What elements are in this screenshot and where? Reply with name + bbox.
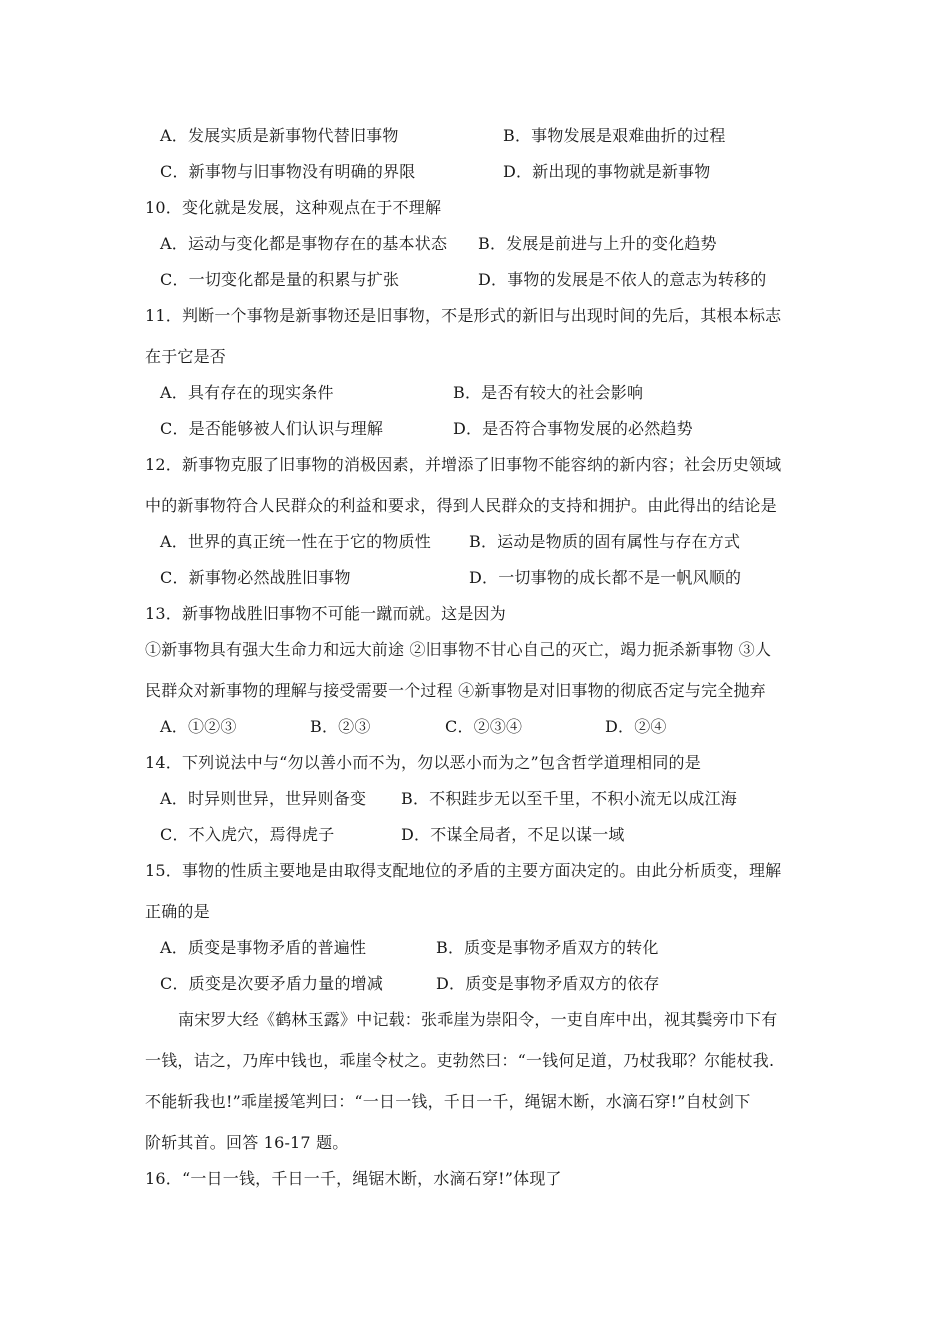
q10-option-b: B．发展是前进与上升的变化趋势 xyxy=(478,234,717,253)
passage-line4: 阶斩其首。回答 16-17 题。 xyxy=(145,1133,349,1152)
q15-stem-line2: 正确的是 xyxy=(145,902,210,921)
q12-option-a: A．世界的真正统一性在于它的物质性 xyxy=(160,532,431,551)
q15-option-b: B．质变是事物矛盾双方的转化 xyxy=(436,938,659,957)
q11-stem-line1: 11．判断一个事物是新事物还是旧事物，不是形式的新旧与出现时间的先后，其根本标志 xyxy=(145,306,782,325)
q10-option-a: A．运动与变化都是事物存在的基本状态 xyxy=(160,234,448,253)
q12-option-d: D．一切事物的成长都不是一帆风顺的 xyxy=(469,568,742,587)
q9-option-a: A．发展实质是新事物代替旧事物 xyxy=(160,126,399,145)
q14-option-a: A．时异则世异，世异则备变 xyxy=(160,789,367,808)
q12-stem-line1: 12．新事物克服了旧事物的消极因素，并增添了旧事物不能容纳的新内容；社会历史领域 xyxy=(145,455,782,474)
q13-stem: 13．新事物战胜旧事物不可能一蹴而就。这是因为 xyxy=(145,604,506,623)
q11-option-d: D．是否符合事物发展的必然趋势 xyxy=(453,419,693,438)
q14-stem: 14．下列说法中与“勿以善小而不为，勿以恶小而为之”包含哲学道理相同的是 xyxy=(145,753,701,772)
q13-items-line2: 民群众对新事物的理解与接受需要一个过程 ④新事物是对旧事物的彻底否定与完全抛弃 xyxy=(145,681,766,700)
q13-option-c: C．②③④ xyxy=(445,717,523,736)
passage-line2: 一钱，诘之，乃库中钱也，乖崖令杖之。吏勃然曰：“一钱何足道，乃杖我耶？尔能杖我. xyxy=(145,1051,775,1070)
q13-items-line1: ①新事物具有强大生命力和远大前途 ②旧事物不甘心自己的灭亡，竭力扼杀新事物 ③人 xyxy=(145,640,772,659)
q12-option-b: B．运动是物质的固有属性与存在方式 xyxy=(469,532,741,551)
passage-line3: 不能斩我也!”乖崖援笔判曰：“一日一钱，千日一千，绳锯木断，水滴石穿!”自杖剑下 xyxy=(145,1092,751,1111)
q9-option-d: D．新出现的事物就是新事物 xyxy=(503,162,711,181)
q12-option-c: C．新事物必然战胜旧事物 xyxy=(160,568,351,587)
q11-option-c: C．是否能够被人们认识与理解 xyxy=(160,419,384,438)
q9-option-c: C．新事物与旧事物没有明确的界限 xyxy=(160,162,416,181)
q10-option-c: C．一切变化都是量的积累与扩张 xyxy=(160,270,400,289)
q14-option-d: D．不谋全局者，不足以谋一域 xyxy=(401,825,625,844)
q15-option-d: D．质变是事物矛盾双方的依存 xyxy=(436,974,660,993)
passage-line1: 南宋罗大经《鹤林玉露》中记载：张乖崖为崇阳令，一吏自库中出，视其鬓旁巾下有 xyxy=(178,1010,778,1029)
q13-option-d: D．②④ xyxy=(605,717,667,736)
q14-option-b: B．不积跬步无以至千里，不积小流无以成江海 xyxy=(401,789,737,808)
q16-stem: 16．“一日一钱，千日一千，绳锯木断，水滴石穿!”体现了 xyxy=(145,1169,562,1188)
q15-stem-line1: 15．事物的性质主要地是由取得支配地位的矛盾的主要方面决定的。由此分析质变，理解 xyxy=(145,861,782,880)
q13-option-b: B．②③ xyxy=(310,717,371,736)
q15-option-c: C．质变是次要矛盾力量的增减 xyxy=(160,974,384,993)
q11-option-a: A．具有存在的现实条件 xyxy=(160,383,334,402)
q10-option-d: D．事物的发展是不依人的意志为转移的 xyxy=(478,270,767,289)
q11-stem-line2: 在于它是否 xyxy=(145,347,227,366)
q10-stem: 10．变化就是发展，这种观点在于不理解 xyxy=(145,198,442,217)
q14-option-c: C．不入虎穴，焉得虎子 xyxy=(160,825,335,844)
q11-option-b: B．是否有较大的社会影响 xyxy=(453,383,644,402)
q12-stem-line2: 中的新事物符合人民群众的利益和要求，得到人民群众的支持和拥护。由此得出的结论是 xyxy=(145,496,777,515)
q13-option-a: A．①②③ xyxy=(160,717,237,736)
q9-option-b: B．事物发展是艰难曲折的过程 xyxy=(503,126,726,145)
q15-option-a: A．质变是事物矛盾的普遍性 xyxy=(160,938,367,957)
